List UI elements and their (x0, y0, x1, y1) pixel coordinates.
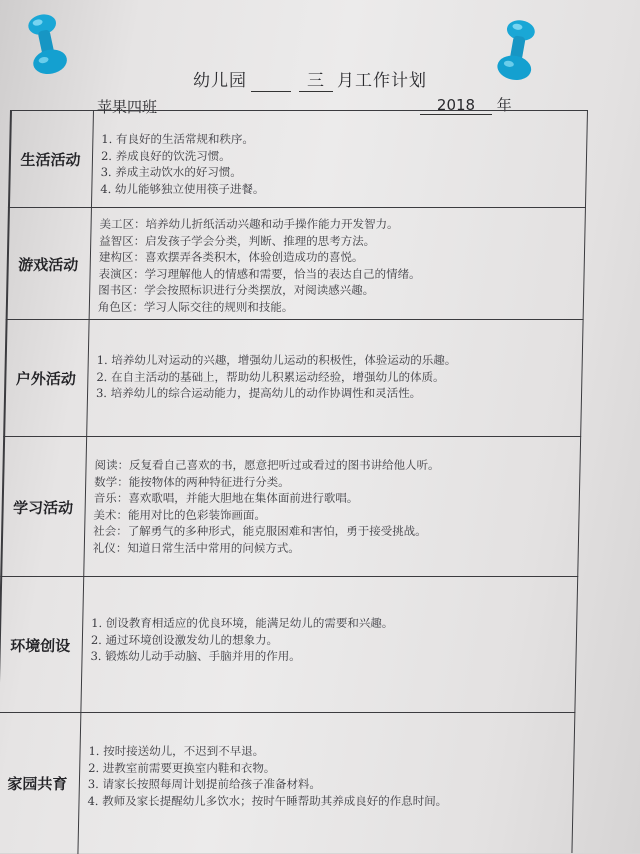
content-line: 美工区：培养幼儿折纸活动兴趣和动手操作能力开发智力。 (99, 217, 399, 231)
content-line: 2. 进教室前需要更换室内鞋和衣物。 (88, 760, 276, 775)
content-line: 角色区：学习人际交往的规则和技能。 (97, 299, 294, 314)
table-row (0, 576, 578, 713)
content-line: 1. 有良好的生活常规和秩序。 (101, 132, 255, 146)
title-prefix: 幼儿园 (193, 71, 247, 91)
year-value: 2018 (420, 96, 492, 115)
row-label: 生活活动 (8, 111, 94, 208)
content-line: 3. 培养幼儿的综合运动能力，提高幼儿的动作协调性和灵活性。 (95, 386, 422, 400)
row-label: 家园共育 (0, 713, 81, 854)
page-title (150, 66, 470, 92)
row-label: 户外活动 (3, 320, 89, 437)
row-label: 学习活动 (0, 437, 87, 577)
content-line: 2. 在自主活动的基础上，帮助幼儿积累运动经验，增强幼儿的体质。 (96, 369, 445, 384)
content-line: 1. 创设教育相适应的优良环境，能满足幼儿的需要和兴趣。 (91, 616, 394, 630)
title-month: 三 (299, 66, 333, 92)
content-line: 礼仪：知道日常生活中常用的问候方式。 (92, 540, 300, 555)
content-line: 数学：能按物体的两种特征进行分类。 (94, 474, 290, 489)
content-line: 社会：了解勇气的多种形式，能克服困难和害怕，勇于接受挑战。 (93, 524, 427, 538)
table-row (3, 319, 583, 437)
row-content (92, 437, 581, 577)
row-label: 游戏活动 (6, 208, 92, 320)
content-line: 2. 养成良好的饮洗习惯。 (100, 148, 231, 163)
table-row (0, 712, 575, 854)
content-line: 建构区：喜欢摆弄各类积木，体验创造成功的喜悦。 (98, 250, 364, 264)
row-content (100, 111, 588, 208)
content-line: 4. 教师及家长提醒幼儿多饮水；按时午睡帮助其养成良好的作息时间。 (87, 793, 448, 808)
content-line: 美术：能用对比的色彩装饰画面。 (93, 507, 267, 522)
content-line: 表演区：学习理解他人的情感和需要，恰当的表达自己的情绪。 (98, 266, 421, 281)
row-content (98, 208, 586, 320)
title-blank-before (251, 71, 291, 92)
content-line: 益智区：启发孩子学会分类，判断、推理的思考方法。 (99, 233, 376, 248)
content-line: 1. 按时接送幼儿，不迟到不早退。 (88, 744, 265, 758)
table-row (8, 110, 588, 208)
year-unit: 年 (496, 96, 512, 114)
content-line: 2. 通过环境创设激发幼儿的想象力。 (90, 632, 279, 647)
content-line: 3. 请家长按照每周计划提前给孩子准备材料。 (87, 777, 322, 791)
content-line: 阅读：反复看自己喜欢的书，愿意把听过或看过的图书讲给他人听。 (94, 458, 440, 472)
content-line: 音乐：喜欢歌唱，并能大胆地在集体面前进行歌唱。 (93, 491, 359, 505)
content-line: 1. 培养幼儿对运动的兴趣，增强幼儿运动的积极性，体验运动的乐趣。 (96, 353, 457, 367)
plan-table (0, 110, 588, 853)
class-name: 苹果四班 (97, 98, 158, 116)
row-content (95, 320, 583, 437)
content-line: 3. 锻炼幼儿动手动脑、手脑并用的作用。 (90, 649, 301, 663)
row-label: 环境创设 (0, 577, 84, 713)
table-row (6, 207, 586, 320)
row-content (89, 577, 578, 713)
content-line: 3. 养成主动饮水的好习惯。 (100, 165, 242, 179)
content-line: 4. 幼儿能够独立使用筷子进餐。 (100, 181, 265, 196)
row-content (86, 713, 575, 854)
title-suffix: 月工作计划 (337, 71, 427, 91)
table-row (0, 436, 581, 577)
content-line: 图书区：学会按照标识进行分类摆放，对阅读感兴趣。 (98, 283, 375, 297)
